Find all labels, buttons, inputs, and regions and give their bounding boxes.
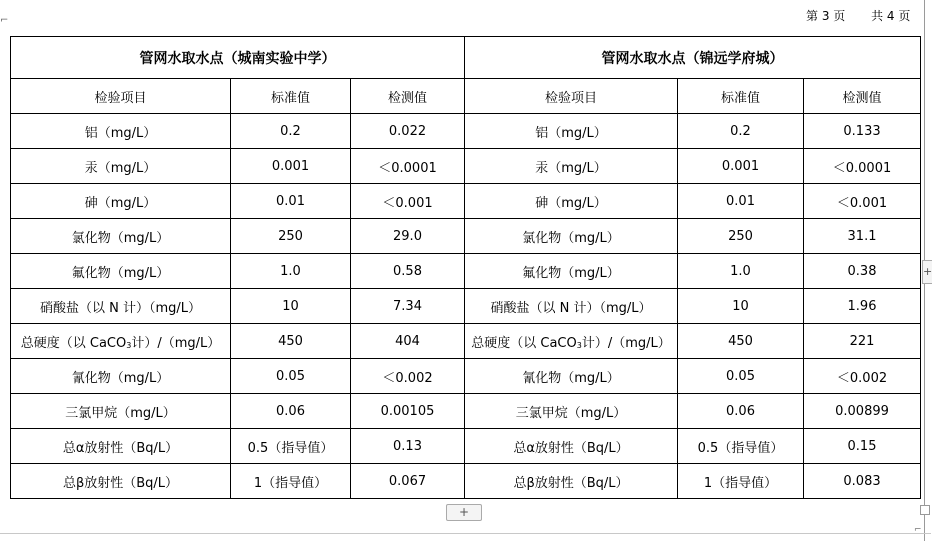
test-item-cell: 硝酸盐（以 N 计）（mg/L） bbox=[11, 289, 231, 324]
standard-value-cell: 0.05 bbox=[678, 359, 804, 394]
measured-value-cell: 29.0 bbox=[351, 219, 465, 254]
subscript: 3 bbox=[126, 340, 132, 350]
table-row bbox=[11, 289, 921, 324]
standard-value-cell: 1（指导值） bbox=[678, 464, 804, 499]
table-title-row bbox=[11, 37, 921, 79]
measured-value-cell: 0.58 bbox=[351, 254, 465, 289]
measured-value-cell: 0.13 bbox=[351, 429, 465, 464]
measured-value-cell: 0.067 bbox=[351, 464, 465, 499]
standard-value-cell: 10 bbox=[678, 289, 804, 324]
page-number bbox=[806, 7, 910, 24]
measured-value-cell: 0.00899 bbox=[804, 394, 921, 429]
measured-value-cell: 31.1 bbox=[804, 219, 921, 254]
measured-value-cell: ＜0.001 bbox=[351, 184, 465, 219]
column-header: 标准值 bbox=[678, 79, 804, 114]
add-column-button[interactable]: + bbox=[922, 260, 932, 284]
measured-value-cell: 404 bbox=[351, 324, 465, 359]
measured-value-cell: 1.96 bbox=[804, 289, 921, 324]
standard-value-cell: 0.5（指导值） bbox=[678, 429, 804, 464]
test-item-cell: 三氯甲烷（mg/L） bbox=[11, 394, 231, 429]
test-item-cell: 砷（mg/L） bbox=[465, 184, 678, 219]
measured-value-cell: 0.083 bbox=[804, 464, 921, 499]
measured-value-cell: ＜0.0001 bbox=[351, 149, 465, 184]
standard-value-cell: 1.0 bbox=[678, 254, 804, 289]
add-row-button[interactable]: + bbox=[446, 504, 482, 521]
column-header: 标准值 bbox=[231, 79, 351, 114]
test-item-cell: 总α放射性（Bq/L） bbox=[11, 429, 231, 464]
test-item-cell: 硝酸盐（以 N 计）（mg/L） bbox=[465, 289, 678, 324]
table-row bbox=[11, 429, 921, 464]
measured-value-cell: 0.38 bbox=[804, 254, 921, 289]
test-item-cell: 汞（mg/L） bbox=[465, 149, 678, 184]
test-item-cell: 总β放射性（Bq/L） bbox=[465, 464, 678, 499]
test-item-text: 计）/（mg/L） bbox=[131, 335, 221, 351]
margin-corner-mark-icon: ⌐ bbox=[914, 525, 922, 535]
test-item-cell: 铝（mg/L） bbox=[465, 114, 678, 149]
standard-value-cell: 0.001 bbox=[231, 149, 351, 184]
standard-value-cell: 0.06 bbox=[231, 394, 351, 429]
column-header: 检测值 bbox=[351, 79, 465, 114]
standard-value-cell: 0.06 bbox=[678, 394, 804, 429]
test-item-cell: 氰化物（mg/L） bbox=[465, 359, 678, 394]
column-header: 检验项目 bbox=[11, 79, 231, 114]
test-item-cell: 氰化物（mg/L） bbox=[11, 359, 231, 394]
standard-value-cell: 0.2 bbox=[678, 114, 804, 149]
test-item-text: 计）/（mg/L） bbox=[581, 335, 671, 351]
table-row bbox=[11, 219, 921, 254]
test-item-cell: 汞（mg/L） bbox=[11, 149, 231, 184]
test-item-cell: 氟化物（mg/L） bbox=[11, 254, 231, 289]
margin-corner-mark-icon: ⌐ bbox=[0, 15, 9, 26]
test-item-text: 总硬度（以 CaCO bbox=[20, 335, 127, 351]
table-row bbox=[11, 149, 921, 184]
measured-value-cell: ＜0.002 bbox=[804, 359, 921, 394]
column-header: 检验项目 bbox=[465, 79, 678, 114]
standard-value-cell: 10 bbox=[231, 289, 351, 324]
measured-value-cell: 0.15 bbox=[804, 429, 921, 464]
subscript: 3 bbox=[576, 340, 582, 350]
page-bottom-rule bbox=[0, 533, 931, 534]
standard-value-cell: 0.001 bbox=[678, 149, 804, 184]
page-total: 共 4 页 bbox=[871, 9, 911, 23]
measured-value-cell: ＜0.002 bbox=[351, 359, 465, 394]
measured-value-cell: ＜0.0001 bbox=[804, 149, 921, 184]
test-item-cell: 氯化物（mg/L） bbox=[465, 219, 678, 254]
standard-value-cell: 0.5（指导值） bbox=[231, 429, 351, 464]
right-site-title: 管网水取水点（锦远学府城） bbox=[465, 37, 921, 79]
test-item-text: 总硬度（以 CaCO bbox=[471, 335, 577, 351]
measured-value-cell: 0.133 bbox=[804, 114, 921, 149]
measured-value-cell: 7.34 bbox=[351, 289, 465, 324]
standard-value-cell: 0.01 bbox=[231, 184, 351, 219]
test-item-cell: 铝（mg/L） bbox=[11, 114, 231, 149]
test-item-cell bbox=[11, 324, 231, 359]
test-item-cell bbox=[465, 324, 678, 359]
table-header-row bbox=[11, 79, 921, 114]
table-row bbox=[11, 464, 921, 499]
standard-value-cell: 1（指导值） bbox=[231, 464, 351, 499]
table-row bbox=[11, 184, 921, 219]
test-item-cell: 氟化物（mg/L） bbox=[465, 254, 678, 289]
water-quality-table bbox=[10, 36, 921, 499]
test-item-cell: 砷（mg/L） bbox=[11, 184, 231, 219]
measured-value-cell: 0.00105 bbox=[351, 394, 465, 429]
page-current: 第 3 页 bbox=[806, 9, 846, 23]
standard-value-cell: 450 bbox=[678, 324, 804, 359]
standard-value-cell: 0.05 bbox=[231, 359, 351, 394]
table-row bbox=[11, 394, 921, 429]
table-row bbox=[11, 324, 921, 359]
standard-value-cell: 0.2 bbox=[231, 114, 351, 149]
table-row bbox=[11, 254, 921, 289]
standard-value-cell: 1.0 bbox=[231, 254, 351, 289]
test-item-cell: 氯化物（mg/L） bbox=[11, 219, 231, 254]
standard-value-cell: 0.01 bbox=[678, 184, 804, 219]
standard-value-cell: 250 bbox=[678, 219, 804, 254]
standard-value-cell: 450 bbox=[231, 324, 351, 359]
test-item-cell: 三氯甲烷（mg/L） bbox=[465, 394, 678, 429]
column-header: 检测值 bbox=[804, 79, 921, 114]
left-site-title: 管网水取水点（城南实验中学） bbox=[11, 37, 465, 79]
test-item-cell: 总β放射性（Bq/L） bbox=[11, 464, 231, 499]
table-row bbox=[11, 359, 921, 394]
table-resize-handle[interactable] bbox=[920, 505, 930, 515]
measured-value-cell: 0.022 bbox=[351, 114, 465, 149]
test-item-cell: 总α放射性（Bq/L） bbox=[465, 429, 678, 464]
measured-value-cell: ＜0.001 bbox=[804, 184, 921, 219]
measured-value-cell: 221 bbox=[804, 324, 921, 359]
standard-value-cell: 250 bbox=[231, 219, 351, 254]
table-row bbox=[11, 114, 921, 149]
